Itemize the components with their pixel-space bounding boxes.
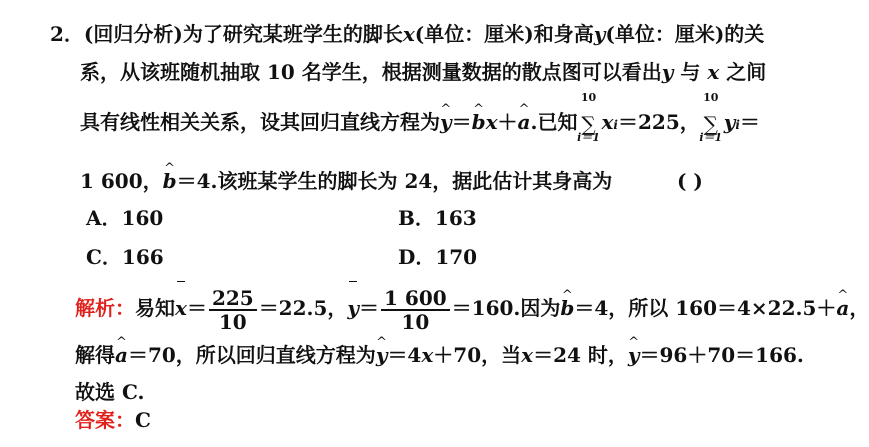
sum-y-symbol: 10 ∑ i＝1 (699, 90, 723, 144)
a-hat-symbol: ^ a (836, 284, 849, 332)
b-hat-symbol: ^ b (560, 284, 574, 332)
option-a: A．160 (86, 206, 164, 230)
answer-blank: ( ) (677, 169, 703, 193)
fraction-1600-over-10: $\frac{1 600}{10}$ (381, 287, 450, 333)
question-line-2: 系，从该班随机抽取 10 名学生，根据测量数据的散点图可以看出y 与 x 之间 (80, 60, 767, 84)
solution-line-1: 解析：易知x＝ $\frac{225}{10}$ ＝22.5，y＝ $\frac{1 600}{10}$ ＝160.因为^ b＝4，所以 160＝4×22.5＋^ a， (75, 284, 869, 333)
question-number: 2． (50, 22, 84, 46)
fraction-225-over-10: $\frac{225}{10}$ (209, 287, 257, 333)
question-line-4: 1 600，^ b＝4.该班某学生的脚长为 24，据此估计其身高为 (80, 169, 612, 193)
option-b: B．163 (398, 206, 477, 230)
answer-value: C (135, 408, 151, 432)
a-hat-symbol: ^ a (518, 110, 531, 134)
solution-label: 解析： (75, 296, 135, 320)
b-hat-symbol: ^ b (472, 110, 486, 134)
question-line-3: 具有线性相关关系，设其回归直线方程为^ y＝^ bx＋^ a.已知 10 ∑ i＝1 xi＝225， 10 ∑ i＝1 yi＝ (80, 110, 760, 137)
answer-label: 答案： (75, 408, 135, 432)
sum-x-symbol: 10 ∑ i＝1 (577, 90, 600, 144)
b-hat-symbol: ^ b (163, 169, 177, 193)
y-hat-symbol: ^ y (628, 343, 640, 367)
question-line-1: 2．(回归分析)为了研究某班学生的脚长x(单位：厘米)和身高y(单位：厘米)的关 (50, 22, 765, 46)
a-hat-symbol: ^ a (115, 343, 128, 367)
option-c: C．166 (86, 245, 164, 269)
option-d: D．170 (398, 245, 478, 269)
answer-line (75, 408, 151, 432)
y-hat-symbol: ^ y (376, 343, 388, 367)
solution-line-3: 故选 C. (75, 380, 145, 404)
solution-line-2: 解得^ a＝70，所以回归直线方程为^ y＝4x＋70，当x＝24 时，^ y＝96＋70＝166. (75, 343, 804, 367)
y-hat-symbol: ^ y (440, 110, 452, 134)
